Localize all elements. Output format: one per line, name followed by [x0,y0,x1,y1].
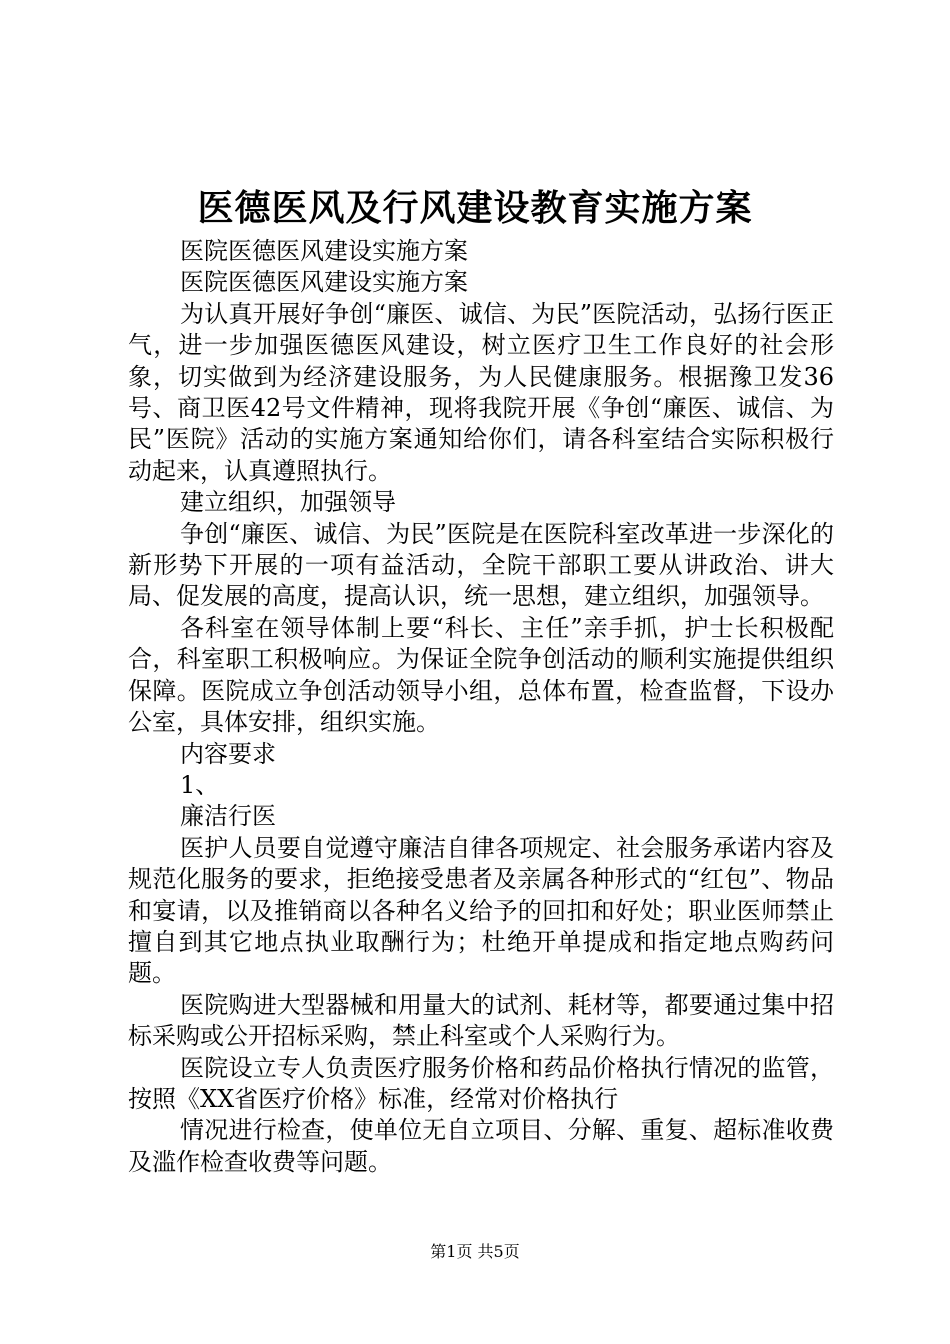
subsection-heading: 廉洁行医 [180,802,276,831]
paragraph: 为认真开展好争创“廉医、诚信、为民”医院活动，弘扬行医正气，进一步加强医德医风建设，树立医疗卫生工作良好的社会形象，切实做到为经济建设服务，为人民健康服务。根据豫卫发36号、商卫医42号文件精神，现将我院开展《争创“廉医、诚信、为民”医院》活动的实施方案通知给你们，请各科室结合实际积极行动起来，认真遵照执行。 [128,299,834,485]
section-heading: 内容要求 [180,739,276,768]
section-heading: 建立组织，加强领导 [180,488,396,517]
paragraph: 情况进行检查，使单位无自立项目、分解、重复、超标准收费及滥作检查收费等问题。 [128,1116,834,1176]
document-body [128,236,834,1178]
paragraph: 医院购进大型器械和用量大的试剂、耗材等，都要通过集中招标采购或公开招标采购，禁止科室或个人采购行为。 [128,990,834,1051]
paragraph: 医院医德医风建设实施方案 [180,268,468,297]
document-title: 医德医风及行风建设教育实施方案 [197,187,753,229]
paragraph: 医护人员要自觉遵守廉洁自律各项规定、社会服务承诺内容及规范化服务的要求，拒绝接受患者及亲属各种形式的“红包”、物品和宴请，以及推销商以各种名义给予的回扣和好处；职业医师禁止擅自到其它地点执业取酬行为；杜绝开单提成和指定地点购药问题。 [128,833,834,988]
paragraph: 医院医德医风建设实施方案 [180,237,468,265]
paragraph: 各科室在领导体制上要“科长、主任”亲手抓，护士长积极配合，科室职工积极响应。为保证全院争创活动的顺利实施提供组织保障。医院成立争创活动领导小组，总体布置，检查监督，下设办公室，具体安排，组织实施。 [128,613,834,737]
list-number: 1、 [180,770,220,799]
page-footer: 第1页 共5页 [430,1242,520,1261]
paragraph: 医院设立专人负责医疗服务价格和药品价格执行情况的监管，按照《XX省医疗价格》标准，经常对价格执行 [128,1053,834,1113]
paragraph: 争创“廉医、诚信、为民”医院是在医院科室改革进一步深化的新形势下开展的一项有益活动，全院干部职工要从讲政治、讲大局、促发展的高度，提高认识，统一思想，建立组织，加强领导。 [128,519,834,611]
